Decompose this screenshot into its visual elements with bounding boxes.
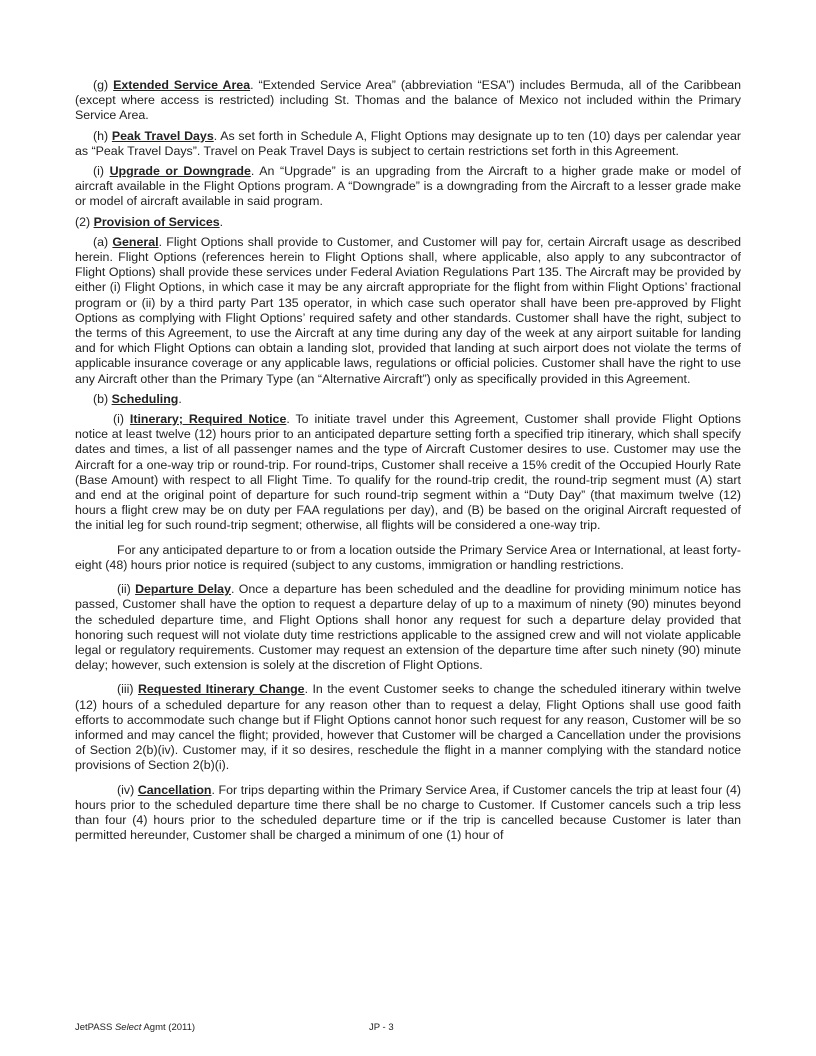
section-a-prefix: (a)	[93, 234, 113, 249]
section-b-ii-prefix: (ii)	[117, 582, 136, 597]
section-b-iv-heading: Cancellation	[137, 782, 212, 797]
section-b-iii-prefix: (iii)	[117, 682, 138, 697]
section-b-ii-text: . Once a departure has been scheduled and the deadline for providing minimum notice has passed, Customer shall have the option to request a departure delay of up to a maximum of ninety (90) minutes beyond the scheduled departure time, and Flight Options shall honor any request for such a departure delay provided that honoring such request will not violate duty time restrictions applicable to the assigned crew and will not violate applicable legal or regulatory requirements. Customer may request an extension of the departure time after such ninety (90) minute delay; however, such extension is solely at the discretion of Flight Options.	[75, 582, 741, 673]
section-2-text: .	[219, 214, 224, 229]
section-h-heading: Peak Travel Days	[111, 128, 214, 143]
section-2	[75, 215, 741, 230]
section-i-prefix: (i)	[93, 164, 110, 179]
footer-label-part-b: Select	[114, 1022, 142, 1033]
section-b-ii-heading: Departure Delay	[135, 582, 231, 597]
footer-label-part-c: Agmt (2011)	[141, 1022, 196, 1033]
section-i-heading: Upgrade or Downgrade	[109, 164, 251, 179]
document-body	[75, 78, 741, 848]
section-2-heading: Provision of Services	[93, 214, 220, 229]
section-b-iii	[75, 682, 741, 773]
section-b-i-heading: Itinerary; Required Notice	[129, 412, 287, 427]
section-g	[75, 78, 741, 124]
section-b-iii-text: . In the event Customer seeks to change the scheduled itinerary within twelve (12) hours of a scheduled departure for any reason other than to request a delay, Flight Options shall use good faith efforts to accommodate such change but if Flight Options cannot honor such request for any reason, Customer will be so informed and may cancel the flight; provided, however that Customer will be charged a Cancellation under the provisions of Section 2(b)(iv). Customer may, if it so desires, reschedule the flight in a manner complying with the standard notice provisions of Section 2(b)(i).	[75, 682, 741, 773]
section-b-text: .	[178, 391, 182, 406]
section-g-prefix: (g)	[93, 78, 114, 92]
section-b-i-prefix: (i)	[113, 412, 130, 427]
footer-label-part-a: JetPASS	[75, 1022, 115, 1033]
section-a-heading: General	[112, 234, 159, 249]
section-i	[75, 164, 741, 210]
section-b-prefix: (b)	[93, 391, 112, 406]
section-b-i-paragraph-2	[75, 543, 741, 573]
section-2-prefix: (2)	[75, 214, 94, 229]
footer-document-label	[75, 1022, 195, 1033]
section-b	[75, 392, 741, 407]
section-b-iii-heading: Requested Itinerary Change	[137, 682, 305, 697]
section-b-i-text: . To initiate travel under this Agreement, Customer shall provide Flight Options notice at least twelve (12) hours prior to an anticipated departure setting forth a specified trip itinerary, which shall specify dates and times, a list of all passenger names and the type of Aircraft Customer desires to use. Customer may use the Aircraft for a one-way trip or round-trip. For round-trips, Customer shall receive a 15% credit of the Occupied Hourly Rate (Base Amount) with respect to all Flight Time. To qualify for the round-trip credit, the round-trip segment must (A) start and end at the original point of departure for such round-trip segment within a “Duty Day” (that maximum twelve (12) hours a flight crew may be on duty per FAA regulations per day), and (B) be based on the original Aircraft requested of the initial leg for such round-trip segment; otherwise, all flights will be considered a one-way trip.	[75, 412, 741, 533]
section-h-text: . As set forth in Schedule A, Flight Options may designate up to ten (10) days per calendar year as “Peak Travel Days”. Travel on Peak Travel Days is subject to certain restrictions set forth in this Agreement.	[75, 128, 741, 158]
section-b-heading: Scheduling	[111, 391, 179, 406]
section-g-heading: Extended Service Area	[113, 78, 251, 92]
section-b-ii	[75, 582, 741, 673]
section-b-i	[75, 412, 741, 534]
section-b-iv	[75, 783, 741, 844]
section-a	[75, 235, 741, 387]
section-h-prefix: (h)	[93, 128, 112, 143]
section-b-iv-prefix: (iv)	[117, 782, 138, 797]
section-b-i-paragraph-2-text: For any anticipated departure to or from a location outside the Primary Service Area or International, at least forty-eight (48) hours prior notice is required (subject to any customs, immigration or handling restrictions.	[75, 542, 741, 572]
footer-page-number: JP - 3	[369, 1022, 394, 1033]
section-a-text: . Flight Options shall provide to Customer, and Customer will pay for, certain Aircraft usage as described herein. Flight Options (references herein to Flight Options shall, where applicable, also apply to any subcontractor of Flight Options) shall provide these services under Federal Aviation Regulations Part 135. The Aircraft may be provided by either (i) Flight Options, in which case it may be any aircraft appropriate for the flight from within Flight Options’ fractional program or (ii) by a third party Part 135 operator, in which case such operator shall have been pre-approved by Flight Options as complying with Flight Options’ required safety and other standards. Customer shall have the right, subject to the terms of this Agreement, to use the Aircraft at any time during any day of the week at any airport suitable for landing and for which Flight Options can obtain a landing slot, provided that landing at such airport does not violate the terms of applicable insurance coverage or any applicable laws, regulations or official policies. Customer shall have the right to use any Aircraft other than the Primary Type (an “Alternative Aircraft”) only as specifically provided in this Agreement.	[75, 234, 742, 386]
section-g-text: . “Extended Service Area” (abbreviation “ESA”) includes Bermuda, all of the Caribbean (except where access is restricted) including St. Thomas and the balance of Mexico not included within the Primary Service Area.	[75, 78, 741, 123]
section-i-text: . An “Upgrade” is an upgrading from the Aircraft to a higher grade make or model of aircraft available in the Flight Options program. A “Downgrade” is a downgrading from the Aircraft to a lesser grade make or model of aircraft available in said program.	[75, 164, 742, 209]
section-h	[75, 129, 741, 159]
section-b-iv-text: . For trips departing within the Primary Service Area, if Customer cancels the trip at least four (4) hours prior to the scheduled departure time there shall be no charge to Customer. If Customer cancels such a trip less than four (4) hours prior to the scheduled departure time or if the trip is cancelled because Customer is later than permitted hereunder, Customer shall be charged a minimum of one (1) hour of	[75, 782, 741, 843]
